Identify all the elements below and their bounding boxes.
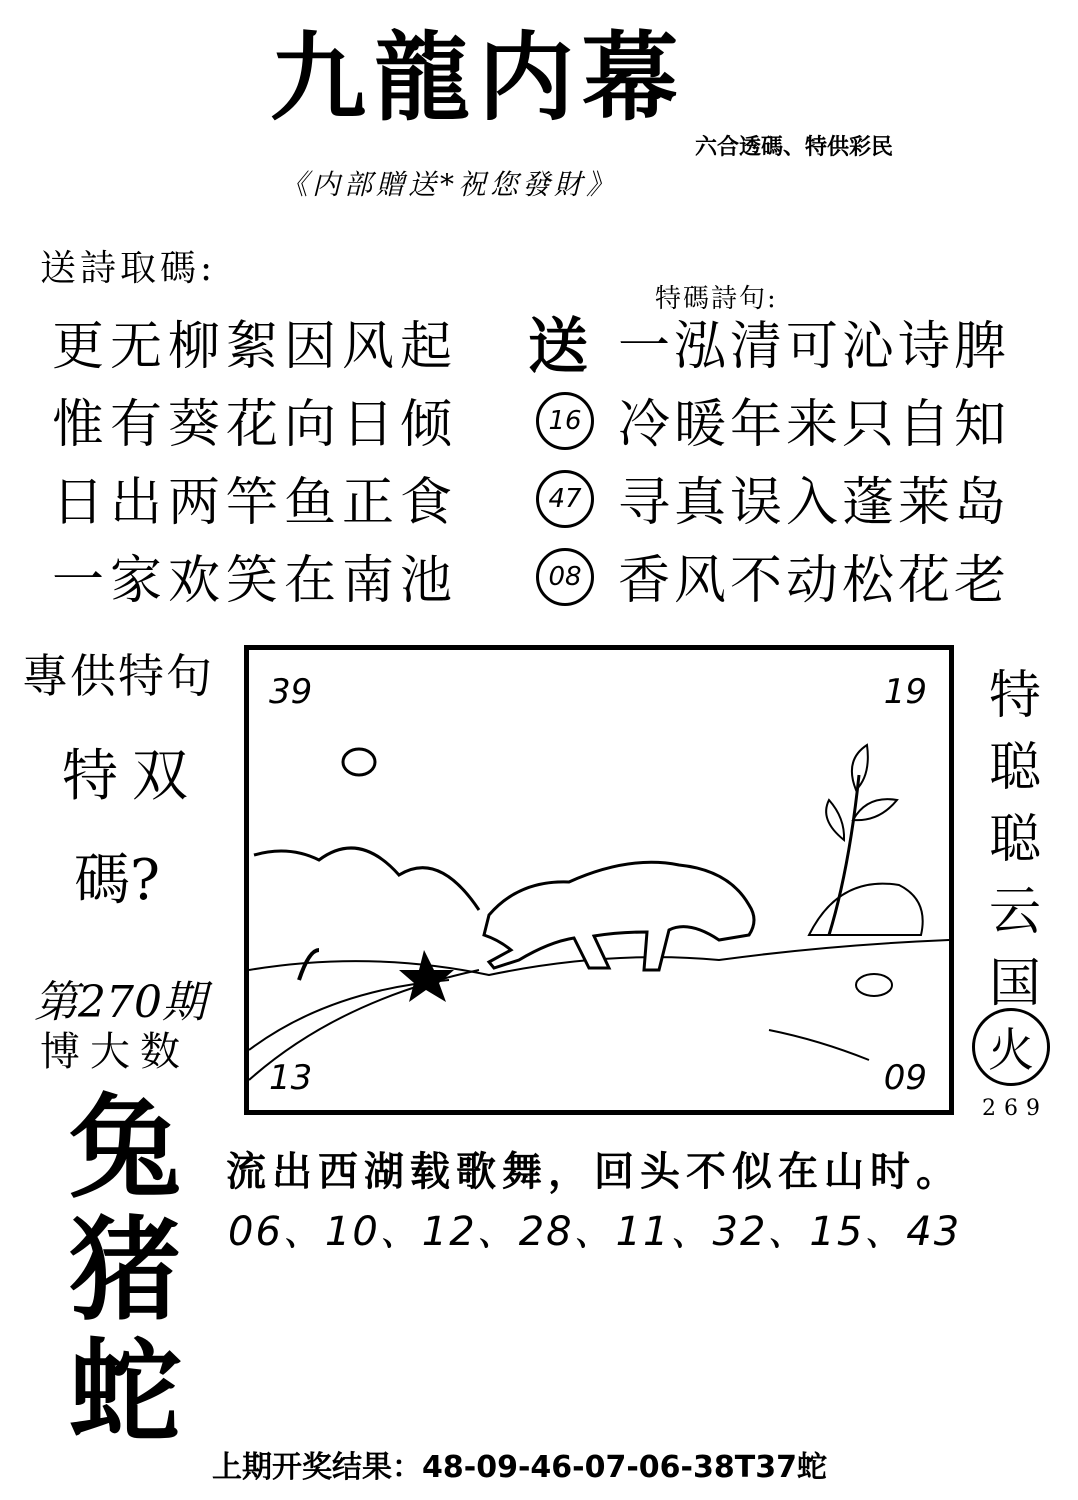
poem-line: 一泓清可沁诗脾 [618, 317, 1011, 377]
zodiac-char: 蛇 [69, 1327, 181, 1458]
fire-element-badge: 火 [972, 1008, 1050, 1086]
number-list: 06、10、12、28、11、32、15、43 [228, 1209, 962, 1255]
poem-line: 更无柳絮因风起 [52, 317, 459, 377]
hint-heading: 特碼詩句: [655, 284, 778, 314]
circled-number: 16 [536, 392, 594, 450]
corner-number-bottom-left: 13 [269, 1058, 313, 1098]
poem-right-column [618, 308, 1038, 620]
poem-line: 寻真误入蓬莱岛 [618, 473, 1011, 533]
circled-number: 47 [536, 470, 594, 528]
right-char: 云 [988, 882, 1041, 942]
zodiac-char: 兔 [69, 1083, 181, 1214]
right-char: 聪 [988, 810, 1041, 870]
poem-line: 香风不动松花老 [618, 551, 1011, 611]
plant-stem [829, 775, 859, 935]
special-block [22, 640, 232, 916]
corner-number-bottom-right: 09 [883, 1058, 927, 1098]
poem-heading: 送詩取碼: [40, 248, 217, 289]
poem-line: 惟有葵花向日倾 [52, 395, 459, 455]
right-char: 聪 [988, 738, 1041, 798]
hills-outline [254, 848, 479, 910]
twig [769, 1030, 869, 1060]
title-tagline: 《内部贈送*祝您發財》 [280, 168, 619, 201]
right-char: 国 [988, 954, 1041, 1014]
verse-line: 流出西湖载歌舞，回头不似在山时。 [226, 1148, 962, 1195]
poem-line: 冷暖年来只自知 [618, 395, 1011, 455]
corner-number-top-left: 39 [269, 672, 313, 712]
zodiac-list [60, 1083, 190, 1458]
poem-line: 日出两竿鱼正食 [52, 473, 459, 533]
poem-left-column [52, 308, 472, 620]
page-title: 九龍内幕 [270, 21, 686, 134]
send-mark: 送 [528, 312, 588, 382]
picture-frame [244, 645, 954, 1115]
zodiac-char: 猪 [69, 1205, 181, 1336]
circled-number: 08 [536, 548, 594, 606]
moon-icon [343, 749, 375, 775]
right-column [980, 660, 1050, 1020]
title-subtitle: 六合透碼、特供彩民 [695, 134, 894, 160]
crab-icon [856, 974, 892, 996]
dog-figure [484, 862, 754, 970]
rock [809, 884, 923, 935]
last-result: 上期开奖结果：48-09-46-07-06-38T37蛇 [212, 1450, 827, 1485]
special-double: 特双 [62, 744, 202, 809]
poem-line: 一家欢笑在南池 [52, 551, 459, 611]
right-char: 特 [988, 666, 1041, 726]
corner-number-top-right: 19 [883, 672, 927, 712]
star-icon [399, 950, 454, 1002]
special-subtitle: 博大数 [40, 1029, 190, 1075]
special-code: 碼? [74, 848, 161, 913]
small-number: 269 [982, 1096, 1048, 1121]
issue-number: 第270期 [34, 977, 206, 1028]
special-title: 專供特句 [22, 649, 214, 703]
illustration [249, 650, 949, 1110]
